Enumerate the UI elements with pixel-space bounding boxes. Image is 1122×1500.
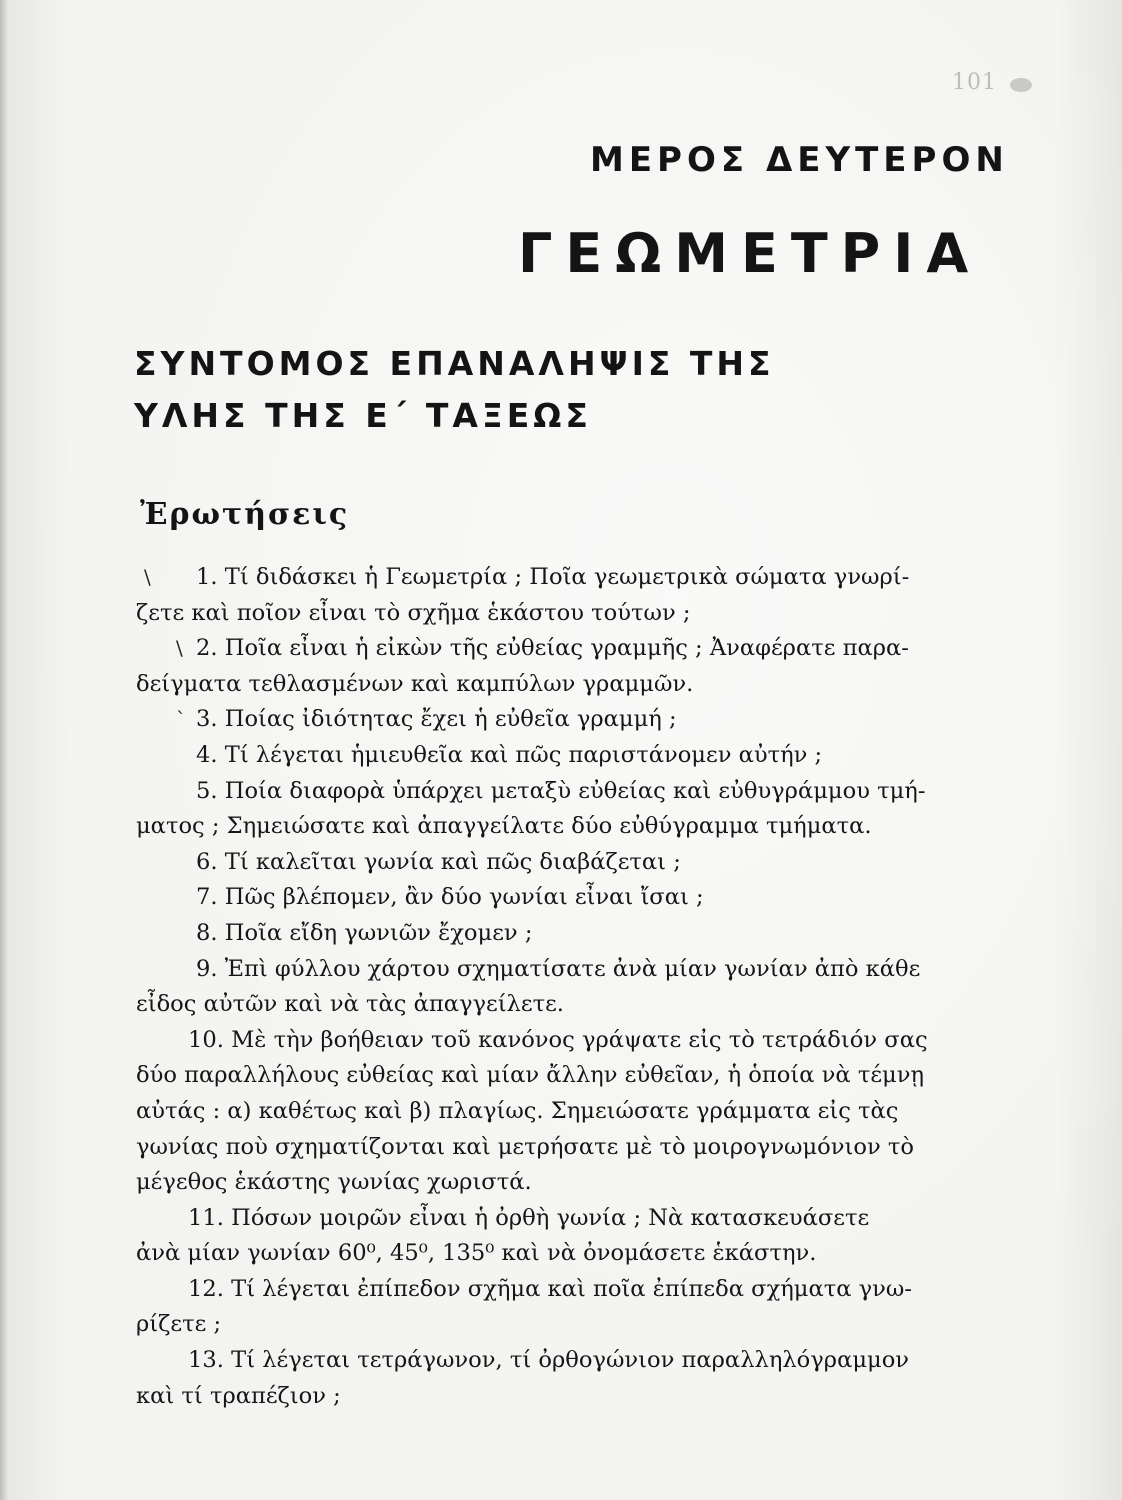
- question-11-line-1: [136, 1201, 1012, 1237]
- question-text: Τί λέγεται τετράγωνον, τί ὀρθογώνιον παραλληλόγραμμον: [231, 1347, 910, 1374]
- question-9-line-1: [136, 952, 1012, 988]
- question-13-line-2: καὶ τί τραπέζιον ;: [136, 1382, 341, 1409]
- part-heading: ΜΕΡΟΣ ΔΕΥΤΕΡΟΝ: [590, 140, 1009, 180]
- question-text: Ποία διαφορὰ ὑπάρχει μεταξὺ εὐθείας καὶ εὐθυγράμμου τμή-: [224, 777, 926, 804]
- question-11-line-2: ἀνὰ μίαν γωνίαν 60⁰, 45⁰, 135⁰ καὶ νὰ ὀνομάσετε ἑκάστην.: [136, 1240, 817, 1267]
- page-edge-shadow: [0, 0, 8, 1500]
- question-text: Τί λέγεται ἐπίπεδον σχῆμα καὶ ποῖα ἐπίπεδα σχήματα γνω-: [231, 1275, 912, 1302]
- question-number: 6.: [196, 848, 218, 875]
- section-heading-line-1: ΣΥΝΤΟΜΟΣ ΕΠΑΝΑΛΗΨΙΣ ΤΗΣ: [134, 344, 775, 383]
- question-1-line-1: [136, 560, 1012, 596]
- question-number: 2.: [196, 635, 218, 662]
- question-text: Τί διδάσκει ἡ Γεωμετρία ; Ποῖα γεωμετρικὰ σώματα γνωρί-: [224, 564, 910, 590]
- section-heading: [134, 338, 775, 442]
- question-number: 11.: [188, 1204, 224, 1231]
- question-10-line-2: δύο παραλλήλους εὐθείας καὶ μίαν ἄλλην εὐθεῖαν, ἡ ὁποία νὰ τέμνῃ: [136, 1062, 924, 1089]
- question-text: Μὲ τὴν βοήθειαν τοῦ κανόνος γράψατε εἰς τὸ τετράδιόν σας: [231, 1026, 928, 1053]
- question-text: Τί καλεῖται γωνία καὶ πῶς διαβάζεται ;: [224, 848, 681, 875]
- question-9-line-2: εἶδος αὐτῶν καὶ νὰ τὰς ἀπαγγείλετε.: [136, 991, 564, 1018]
- page-number: 101: [952, 70, 997, 95]
- question-number: 3.: [196, 706, 218, 733]
- question-10-line-5: μέγεθος ἑκάστης γωνίας χωριστά.: [136, 1169, 532, 1196]
- question-number: 9.: [196, 955, 218, 982]
- question-4-line-1: [136, 738, 1012, 774]
- question-number: 1.: [196, 564, 218, 590]
- question-1-line-2: ζετε καὶ ποῖον εἶναι τὸ σχῆμα ἑκάστου τούτων ;: [136, 599, 691, 626]
- questions-title: Ἐρωτήσεις: [140, 497, 350, 532]
- question-text: Ποῖα εἴδη γωνιῶν ἔχομεν ;: [224, 919, 533, 946]
- question-text: Ἐπὶ φύλλου χάρτου σχηματίσατε ἀνὰ μίαν γωνίαν ἀπὸ κάθε: [224, 955, 921, 982]
- question-10-line-4: γωνίας ποὺ σχηματίζονται καὶ μετρήσατε μὲ τὸ μοιρογνωμόνιον τὸ: [136, 1133, 914, 1160]
- question-3-line-1: [136, 702, 1012, 738]
- subject-heading: ΓΕΩΜΕΤΡΙΑ: [518, 222, 982, 285]
- question-2-line-1: [136, 631, 1012, 667]
- questions-list: [136, 560, 1012, 1414]
- margin-check-mark: \: [176, 636, 183, 661]
- question-10-line-3: αὐτάς : α) καθέτως καὶ β) πλαγίως. Σημειώσατε γράμματα εἰς τὰς: [136, 1097, 899, 1124]
- question-13-line-1: [136, 1343, 1012, 1379]
- question-7-line-1: [136, 880, 1012, 916]
- question-number: 7.: [196, 884, 218, 911]
- question-2-line-2: δείγματα τεθλασμένων καὶ καμπύλων γραμμῶν.: [136, 670, 694, 697]
- question-text: Πόσων μοιρῶν εἶναι ἡ ὀρθὴ γωνία ; Νὰ κατασκευάσετε: [231, 1204, 870, 1231]
- question-5-line-1: [136, 774, 1012, 810]
- corner-smudge: [1010, 78, 1032, 92]
- question-number: 13.: [188, 1347, 224, 1374]
- question-text: Ποίας ἰδιότητας ἔχει ἡ εὐθεῖα γραμμή ;: [224, 706, 677, 733]
- margin-check-mark: `: [176, 707, 186, 732]
- question-10-line-1: [136, 1023, 1012, 1059]
- question-number: 12.: [188, 1275, 224, 1302]
- question-8-line-1: [136, 916, 1012, 952]
- section-heading-line-2: ΥΛΗΣ ΤΗΣ Ε΄ ΤΑΞΕΩΣ: [134, 396, 592, 435]
- question-number: 5.: [196, 777, 218, 804]
- question-text: Τί λέγεται ἡμιευθεῖα καὶ πῶς παριστάνομεν αὐτήν ;: [224, 741, 823, 768]
- question-number: 10.: [188, 1026, 224, 1053]
- question-number: 8.: [196, 919, 218, 946]
- question-6-line-1: [136, 845, 1012, 881]
- question-12-line-2: ρίζετε ;: [136, 1311, 222, 1338]
- question-number: 4.: [196, 741, 218, 768]
- question-text: Ποῖα εἶναι ἡ εἰκὼν τῆς εὐθείας γραμμῆς ; Ἀναφέρατε παρα-: [224, 635, 909, 662]
- margin-check-mark: \: [144, 565, 151, 589]
- question-12-line-1: [136, 1272, 1012, 1308]
- question-5-line-2: ματος ; Σημειώσατε καὶ ἀπαγγείλατε δύο εὐθύγραμμα τμήματα.: [136, 813, 872, 840]
- question-text: Πῶς βλέπομεν, ἂν δύο γωνίαι εἶναι ἴσαι ;: [224, 884, 704, 911]
